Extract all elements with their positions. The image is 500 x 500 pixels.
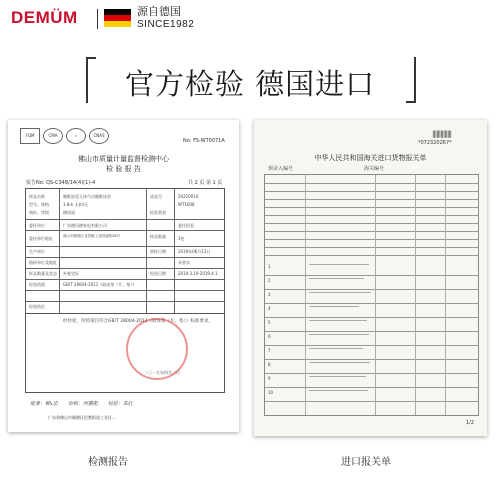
row-num-10: 10 [268,390,274,395]
report-title: 检 验 报 告 [106,165,141,173]
label-brand: 商标、等级 [29,210,49,215]
report-code: No: FS-WT0071A [183,138,225,144]
barcode-icon: |||||||||||||| [432,130,452,138]
right-label-1: 检验类别 [150,210,166,215]
origin-text: 源自德国 [137,5,181,18]
value-sample-name: 睡眠舒适人体气动睡眠床垫 [63,194,111,199]
since-text: SINCE1982 [137,19,195,30]
value-model: 1.8米 无扣/无 [63,202,88,207]
customs-declaration-document [254,120,487,436]
label-sampler: 抽样单位及地址 [29,260,57,265]
pre-entry-label: 预录入编号 [268,166,294,172]
row-num-6: 6 [268,334,271,339]
label-client: 委托单位 [29,223,45,228]
right-value-1: WT1608 [178,202,195,207]
right-value-3: 3包 [178,236,185,241]
report-date: 二〇一九年四月二日 [144,370,180,375]
row-num-4: 4 [268,306,271,311]
cma-logo-icon: CMA [43,128,63,144]
value-client-address: 佛山市顺德区北滘镇工业园南路28号 [63,234,120,238]
caption-inspection-report: 检测报告 [88,457,128,468]
label-client-address: 委托单位地址 [29,236,53,241]
headline: 官方检验 德国进口 [124,67,376,101]
inspection-report-document [8,120,239,432]
label-sample-status: 样品数量及状态 [29,271,57,276]
header-divider [97,9,98,29]
customs-no-label: 海关编号 [364,166,385,172]
right-value-5: 未要求 [178,260,190,265]
report-center: 佛山市质量计量监督检测中心 [78,155,169,163]
label-model: 型号、规格 [29,202,49,207]
barcode-number: *072320267* [418,140,452,146]
row-num-1: 1 [268,264,271,269]
customs-title: 中华人民共和国海关进口货物报关单 [314,154,427,162]
conclusion-box [25,312,225,393]
right-label-0: 成品号 [150,194,162,199]
row-num-5: 5 [268,320,271,325]
brand-header [0,0,500,40]
fqm-logo-icon: FQM [20,128,40,144]
row-num-8: 8 [268,362,271,367]
conclusion-text: 经检验，所检项目符合GB/T 28004-2011《软床垫（片、垫）》标准要求。 [63,319,213,324]
value-brand: 德诺丽 [63,210,75,215]
report-page: 共 2 页 第 1 页 [188,180,223,186]
cnas-logo-icon: CNAS [89,128,109,144]
right-value-0: 20210010 [178,194,199,199]
row-num-9: 9 [268,376,271,381]
customs-page: 1/2 [466,420,475,426]
bracket-right [406,57,416,103]
brand-logo: DEMÜM [11,8,78,27]
right-value-2: 委托检验 [178,223,194,228]
right-label-3: 到样日期 [150,249,166,254]
customs-table [264,174,479,416]
row-num-2: 2 [268,278,271,283]
row-num-3: 3 [268,292,271,297]
right-label-2: 样品数量 [150,234,166,239]
row-num-7: 7 [268,348,271,353]
value-basis: GB/T 28004-2011《软床垫（片、垫）》 [63,282,137,287]
report-number: 报告No: QS-C348/14(4)(1)-4 [26,180,96,186]
caption-customs-declaration: 进口报关单 [341,457,391,468]
label-conclusion: 检验结论 [29,304,45,309]
label-basis: 检验依据 [29,282,45,287]
label-producer: 生产单位 [29,249,45,254]
right-value-4: 2019年06月13日 [178,249,211,254]
report-table [25,188,225,314]
right-label-4: 检验日期 [150,271,166,276]
label-sample-name: 样品名称 [29,194,45,199]
certification-logo-icon: ✓ [66,128,86,144]
value-sample-status: 外观完好 [63,271,79,276]
right-value-6: 2019.3.19-2019.4.1 [178,271,218,276]
german-flag-icon [104,9,131,27]
report-footer: 广东省佛山市顺德区伦教街道工业区... [48,415,116,420]
signatures: 批准：柳x忠 审核：何惠彪 检验：朱红 [30,401,133,407]
value-client: 广东德玛德家电有限公司 [63,223,107,228]
